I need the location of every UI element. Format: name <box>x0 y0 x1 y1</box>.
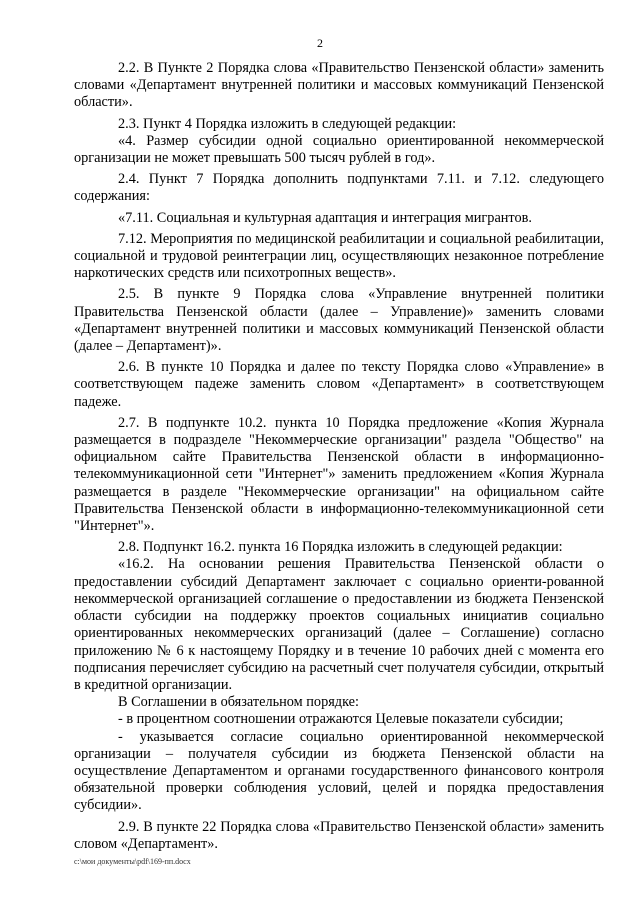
paragraph-7-12: 7.12. Мероприятия по медицинской реабилитации и социальной реабилитации, социальной и трудовой реинтеграции лиц, осуществляющих незаконное потребление наркотических средств или психотропных веществ». <box>74 230 604 282</box>
document-body <box>74 60 604 857</box>
paragraph-2-3: 2.3. Пункт 4 Порядка изложить в следующей редакции: <box>118 115 457 132</box>
paragraph-2-9: 2.9. В пункте 22 Порядка слова «Правительство Пензенской области» заменить словом «Департамент». <box>74 818 604 852</box>
paragraph-2-2: 2.2. В Пункте 2 Порядка слова «Правительство Пензенской области» заменить словами «Департамент внутренней политики и массовых коммуникаций Пензенской области». <box>74 60 604 111</box>
paragraph-16-2: «16.2. На основании решения Правительства Пензенской области о предоставлении субсидий Департамент заключает с социально ориенти-рованной некоммерческой организацией соглашение о предоставлении из бюджета Пензенской области субсидии на поддержку проектов социальных инициатив социально ориентированных некоммерческих организаций (далее – Соглашение) согласно приложению № 6 к настоящему Порядку и в течение 10 рабочих дней с момента его подписания перечисляет субсидию на расчетный счет получателя субсидии, открытый в кредитной организации. <box>74 556 604 693</box>
paragraph-agreement: В Соглашении в обязательном порядке: <box>118 694 359 711</box>
paragraph-2-4: 2.4. Пункт 7 Порядка дополнить подпунктами 7.11. и 7.12. следующего содержания: <box>74 171 604 205</box>
paragraph-bullet-2: - указывается согласие социально ориентированной некоммерческой организации – получателя субсидии из бюджета Пензенской области на осуществление Департаментом и органами государственного финансового контроля обязательной проверки соблюдения условий, целей и порядка предоставления субсидии». <box>74 728 604 814</box>
page-number: 2 <box>317 36 323 50</box>
paragraph-2-6: 2.6. В пункте 10 Порядка и далее по тексту Порядка слово «Управление» в соответствующем падеже заменить словом «Департамент» в соответствующем падеже. <box>74 359 604 410</box>
paragraph-7-11: «7.11. Социальная и культурная адаптация и интеграция мигрантов. <box>118 209 532 226</box>
paragraph-2-8: 2.8. Подпункт 16.2. пункта 16 Порядка изложить в следующей редакции: <box>118 539 563 556</box>
footer-file-path: c:\мои документы\pdf\169-пп.docx <box>74 857 191 866</box>
paragraph-4-quote: «4. Размер субсидии одной социально ориентированной некоммерческой организации не может превышать 500 тысяч рублей в год». <box>74 132 604 167</box>
paragraph-2-5: 2.5. В пункте 9 Порядка слова «Управление внутренней политики Правительства Пензенской области (далее – Управление)» заменить словами «Департамент внутренней политики и массовых коммуникаций Пензенской области (далее – Департамент)». <box>74 286 604 355</box>
paragraph-2-7: 2.7. В подпункте 10.2. пункта 10 Порядка предложение «Копия Журнала размещается в подразделе "Некоммерческие организации" раздела "Общество" на официальном сайте Правительства Пензенской области в информационно-телекоммуникационной сети "Интернет"» заменить предложением «Копия Журнала размещается в разделе "Некоммерческие организации" на официальном сайте Правительства Пензенской области в информационно-телекоммуникационной сети "Интернет"». <box>74 414 604 535</box>
paragraph-bullet-1: - в процентном соотношении отражаются Целевые показатели субсидии; <box>118 711 564 728</box>
